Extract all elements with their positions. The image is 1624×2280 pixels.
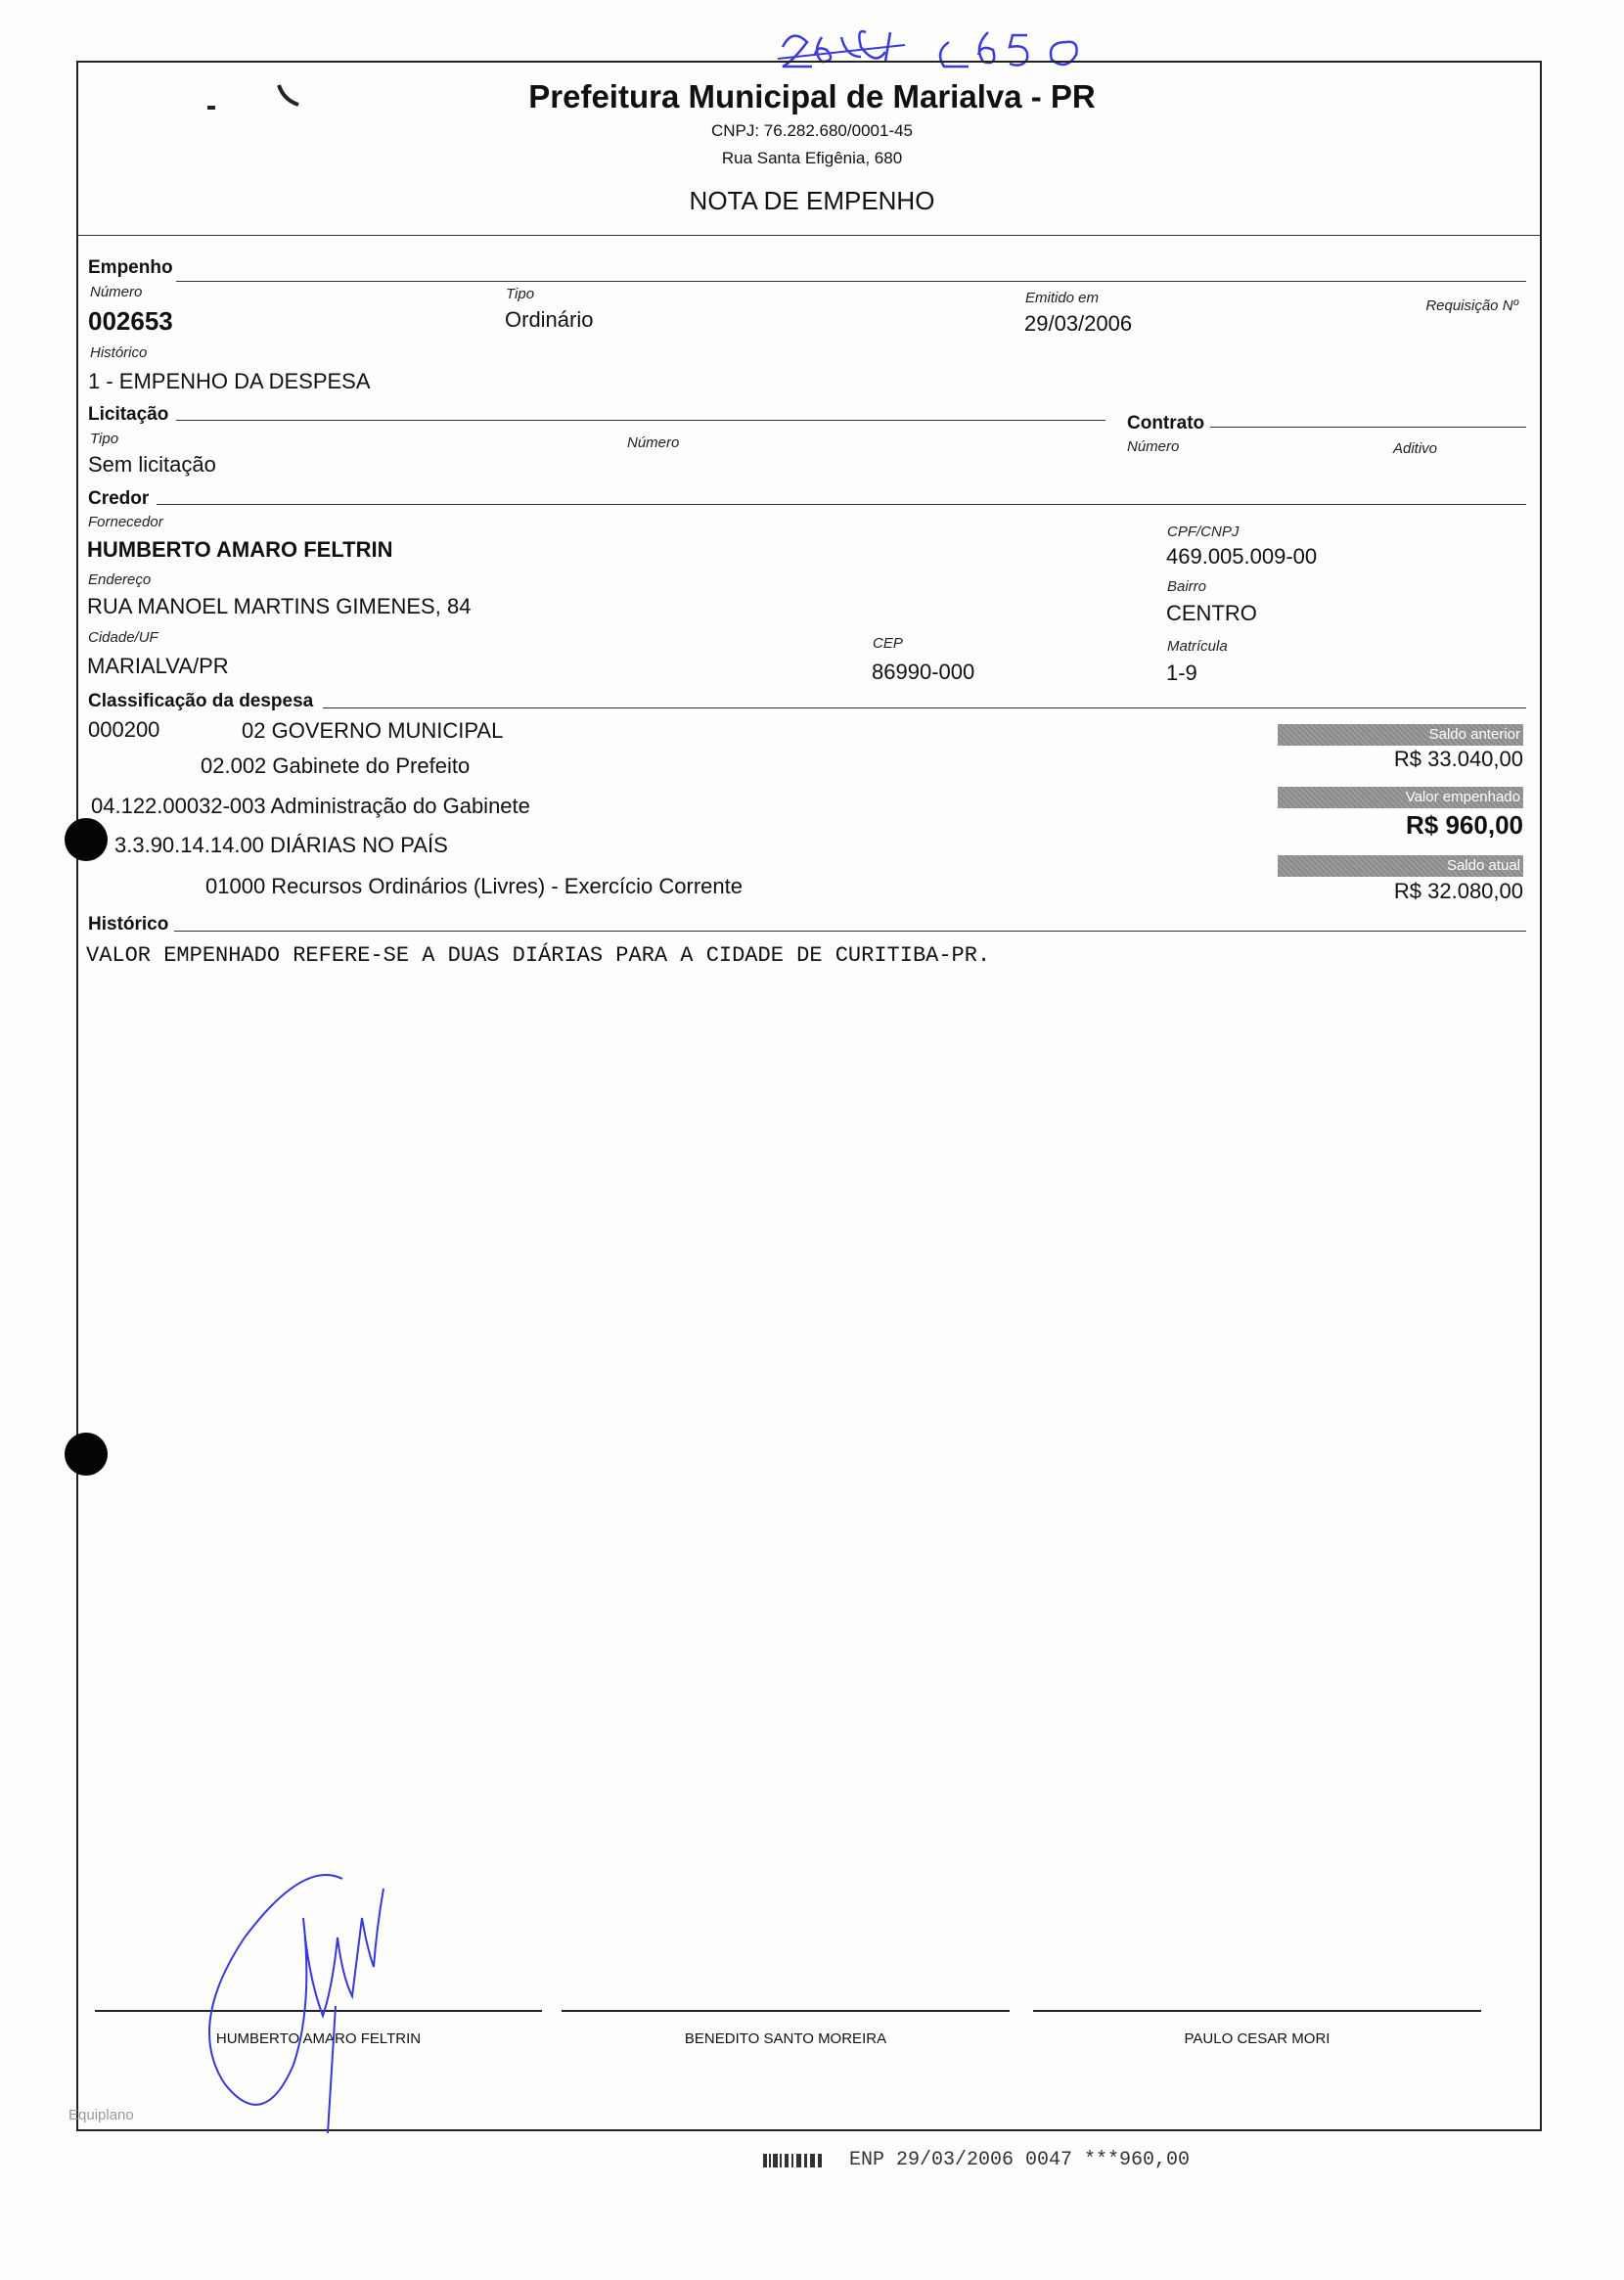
fornecedor-label: Fornecedor bbox=[88, 514, 163, 530]
page-title: Prefeitura Municipal de Marialva - PR bbox=[528, 78, 1096, 114]
cep-label: CEP bbox=[873, 635, 903, 652]
classificacao-rule bbox=[323, 707, 1526, 708]
signature-scribble bbox=[166, 1840, 440, 2133]
cidade-label: Cidade/UF bbox=[88, 629, 158, 646]
historico-section-title: Histórico bbox=[88, 914, 174, 935]
contrato-rule bbox=[1210, 427, 1526, 428]
scan-mark bbox=[207, 106, 215, 110]
matricula-value: 1-9 bbox=[1166, 661, 1197, 685]
class-line-5: 01000 Recursos Ordinários (Livres) - Exercício Corrente bbox=[205, 874, 743, 898]
cpf-label: CPF/CNPJ bbox=[1167, 524, 1240, 540]
licitacao-section-title: Licitação bbox=[88, 404, 174, 426]
punch-hole-1 bbox=[65, 818, 108, 861]
valor-empenhado-label: Valor empenhado bbox=[1278, 787, 1523, 808]
contrato-aditivo-label: Aditivo bbox=[1393, 440, 1438, 457]
matricula-label: Matrícula bbox=[1167, 638, 1228, 655]
signature-line-2 bbox=[562, 2010, 1010, 2012]
endereco-label: Endereço bbox=[88, 571, 152, 588]
licitacao-tipo-label: Tipo bbox=[90, 431, 119, 447]
credor-rule bbox=[157, 504, 1526, 505]
class-text-1: 02 GOVERNO MUNICIPAL bbox=[242, 718, 504, 743]
contrato-section-title: Contrato bbox=[1127, 413, 1210, 434]
cpf-value: 469.005.009-00 bbox=[1166, 544, 1318, 569]
empenho-rule bbox=[176, 281, 1526, 282]
handwritten-signature bbox=[166, 1840, 440, 2133]
signature-name-3: PAULO CESAR MORI bbox=[1184, 2030, 1331, 2047]
classificacao-section-title: Classificação da despesa bbox=[88, 691, 319, 712]
licitacao-numero-label: Número bbox=[627, 434, 680, 451]
signature-line-3 bbox=[1033, 2010, 1481, 2012]
empenho-historico-label: Histórico bbox=[90, 344, 148, 361]
saldo-anterior-label: Saldo anterior bbox=[1278, 724, 1523, 746]
barcode-icon bbox=[763, 2152, 824, 2169]
class-line-3: 04.122.00032-003 Administração do Gabinete bbox=[91, 794, 530, 818]
licitacao-tipo: Sem licitação bbox=[88, 452, 216, 477]
historico-text: VALOR EMPENHADO REFERE-SE A DUAS DIÁRIAS PARA A CIDADE DE CURITIBA-PR. bbox=[86, 943, 991, 968]
class-code-1: 000200 bbox=[88, 717, 160, 742]
empenho-tipo-label: Tipo bbox=[506, 286, 535, 302]
saldo-atual-value: R$ 32.080,00 bbox=[1393, 879, 1523, 903]
valor-empenhado-value: R$ 960,00 bbox=[1406, 810, 1523, 840]
contrato-numero-label: Número bbox=[1127, 438, 1180, 455]
class-line-2: 02.002 Gabinete do Prefeito bbox=[201, 753, 471, 778]
scan-mark bbox=[274, 80, 303, 110]
endereco-value: RUA MANOEL MARTINS GIMENES, 84 bbox=[87, 594, 472, 618]
fornecedor-name: HUMBERTO AMARO FELTRIN bbox=[87, 537, 393, 562]
empenho-historico: 1 - EMPENHO DA DESPESA bbox=[88, 369, 371, 393]
cep-value: 86990-000 bbox=[872, 660, 975, 684]
saldo-atual-label: Saldo atual bbox=[1278, 855, 1523, 877]
emitido-date: 29/03/2006 bbox=[1024, 311, 1133, 336]
protocol-stamp: ENP 29/03/2006 0047 ***960,00 bbox=[849, 2149, 1191, 2171]
cidade-value: MARIALVA/PR bbox=[87, 654, 229, 678]
bairro-label: Bairro bbox=[1167, 578, 1207, 595]
equiplano-brand: Equiplano bbox=[68, 2107, 134, 2123]
scan-mark-svg bbox=[274, 80, 303, 110]
empenho-section-title: Empenho bbox=[88, 257, 179, 279]
empenho-tipo: Ordinário bbox=[505, 307, 594, 332]
licitacao-rule bbox=[176, 420, 1105, 421]
saldo-anterior-value: R$ 33.040,00 bbox=[1393, 747, 1523, 771]
header-divider bbox=[76, 235, 1540, 236]
requisicao-label: Requisição Nº bbox=[1425, 297, 1518, 314]
cnpj-text: CNPJ: 76.282.680/0001-45 bbox=[710, 121, 914, 140]
empenho-numero-label: Número bbox=[90, 284, 143, 300]
punch-hole-2 bbox=[65, 1433, 108, 1476]
bairro-value: CENTRO bbox=[1166, 601, 1257, 625]
historico-rule bbox=[166, 931, 1526, 932]
document-type-title: NOTA DE EMPENHO bbox=[689, 186, 935, 215]
address-text: Rua Santa Efigênia, 680 bbox=[721, 149, 903, 167]
class-line-4: 3.3.90.14.14.00 DIÁRIAS NO PAÍS bbox=[114, 833, 448, 857]
empenho-numero: 002653 bbox=[88, 306, 173, 336]
credor-section-title: Credor bbox=[88, 488, 155, 510]
stamp-barcode-icon bbox=[763, 2152, 824, 2169]
signature-name-2: BENEDITO SANTO MOREIRA bbox=[684, 2030, 887, 2047]
emitido-label: Emitido em bbox=[1025, 290, 1100, 306]
signature-name-1: HUMBERTO AMARO FELTRIN bbox=[215, 2030, 422, 2047]
